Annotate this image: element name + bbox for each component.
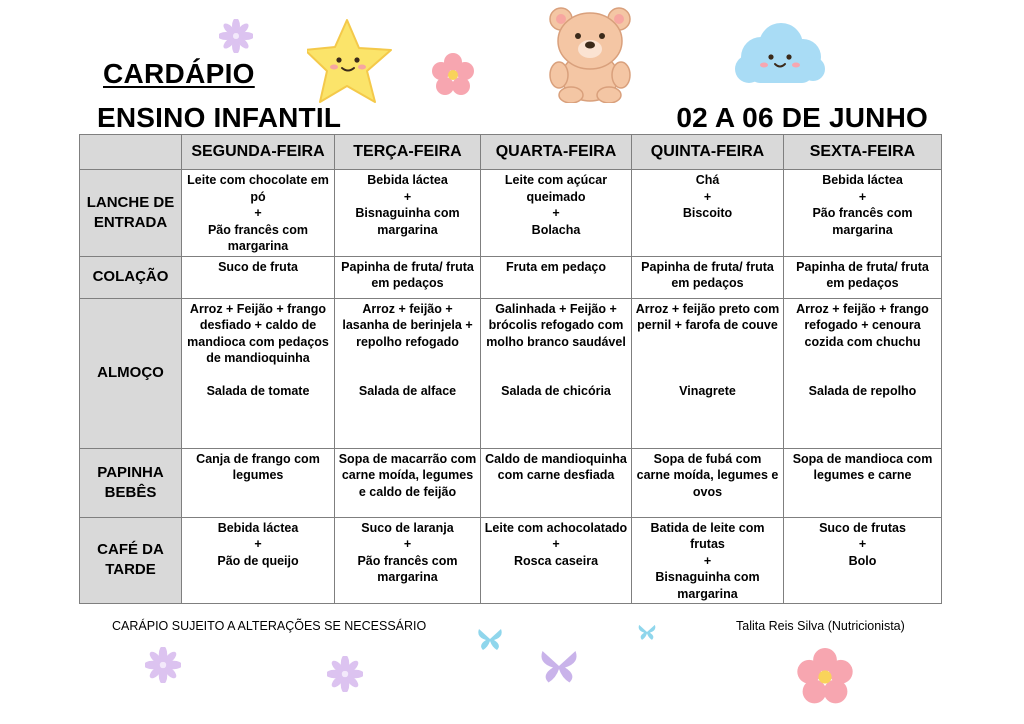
menu-cell [182, 170, 335, 257]
menu-item-line: carne moída, legumes e [636, 468, 779, 482]
menu-cell [182, 298, 335, 448]
day-header: SEXTA-FEIRA [784, 135, 942, 170]
menu-item-line: Sopa de macarrão com [338, 451, 477, 466]
menu-cell [784, 256, 942, 298]
menu-item-line: Bebida láctea [217, 520, 299, 535]
menu-item-line: Bebida láctea [367, 173, 448, 187]
header-row [80, 135, 942, 170]
spacer [635, 334, 780, 351]
pink-flower-icon [431, 53, 475, 97]
menu-cell [784, 448, 942, 517]
spacer [185, 367, 331, 384]
menu-item-line: Biscoito [682, 206, 733, 220]
meal-label-line: LANCHE DE [86, 193, 175, 211]
date-range: 02 A 06 DE JUNHO [676, 102, 928, 133]
meal-row [80, 170, 942, 257]
menu-cell [481, 256, 632, 298]
menu-item-line: margarina [377, 222, 438, 237]
menu-cell [632, 517, 784, 604]
menu-item-line: margarina [677, 586, 738, 601]
teddy-bear-icon [545, 5, 635, 103]
menu-item-line: repolho refogado [356, 334, 459, 349]
menu-item-line: refogado + cenoura [804, 318, 921, 332]
spacer [338, 367, 477, 384]
meal-label-line: TARDE [105, 561, 156, 579]
menu-item-line: pó [250, 189, 266, 204]
menu-item-line: ovos [692, 484, 723, 499]
menu-item-line: Rosca caseira [513, 553, 599, 568]
menu-cell [632, 298, 784, 448]
butterfly-icon [476, 625, 504, 653]
spacer [787, 350, 938, 367]
menu-item-line: Salada de alface [358, 384, 457, 398]
day-header: QUARTA-FEIRA [481, 135, 632, 170]
meal-label [80, 256, 182, 298]
menu-item-line: em pedaços [671, 276, 744, 290]
menu-cell [784, 298, 942, 448]
menu-item-line: Leite com achocolatado [484, 520, 628, 535]
spacer [635, 350, 780, 367]
menu-cell [481, 298, 632, 448]
menu-item-line: + [858, 537, 867, 551]
menu-item-line: queimado [526, 189, 586, 204]
footer-note: CARÁPIO SUJEITO A ALTERAÇÕES SE NECESSÁRIO [112, 619, 427, 633]
meal-row [80, 448, 942, 517]
menu-item-line: Caldo de mandioquinha [485, 451, 627, 466]
menu-item-line: Galinhada + Feijão + [495, 301, 617, 316]
meal-label-line: PAPINHA [97, 463, 164, 481]
meal-row [80, 298, 942, 448]
menu-table [79, 134, 942, 604]
menu-item-line: margarina [227, 239, 289, 253]
page-subtitle: ENSINO INFANTIL [97, 102, 342, 133]
meal-label-line: COLAÇÃO [92, 268, 169, 285]
meal-label-line: ALMOÇO [97, 364, 164, 381]
menu-item-line: Salada de repolho [808, 384, 917, 398]
cloud-icon [731, 17, 827, 89]
menu-item-line: + [403, 189, 412, 204]
menu-item-line: Suco de fruta [218, 259, 298, 274]
menu-cell [784, 170, 942, 257]
lilac-flower-icon [145, 647, 181, 683]
menu-item-line: Vinagrete [679, 384, 736, 398]
menu-item-line: Bolacha [531, 222, 581, 237]
menu-cell [632, 448, 784, 517]
menu-cell [632, 256, 784, 298]
meal-label [80, 517, 182, 604]
menu-item-line: Pão francês com [357, 553, 458, 568]
lilac-flower-icon [219, 19, 253, 53]
menu-item-line: margarina [377, 570, 438, 584]
menu-item-line: Canja de frango com [196, 451, 320, 466]
menu-item-line: + [403, 537, 412, 551]
spacer [484, 367, 628, 384]
menu-item-line: + [254, 537, 262, 551]
menu-item-line: e caldo de feijão [358, 484, 457, 499]
menu-item-line: + [703, 189, 712, 204]
menu-item-line: Sopa de mandioca com [792, 451, 933, 466]
pink-flower-icon [796, 648, 854, 706]
menu-item-line: carne moída, legumes [341, 468, 474, 482]
menu-item-line: Sopa de fubá com [653, 451, 762, 466]
meal-label [80, 298, 182, 448]
menu-item-line: Bolo [848, 553, 877, 568]
butterfly-icon [636, 622, 658, 642]
menu-item-line: + [552, 537, 560, 551]
menu-item-line: Papinha de fruta/ fruta [341, 259, 474, 274]
spacer [787, 367, 938, 384]
menu-item-line: Salada de tomate [206, 384, 310, 398]
menu-item-line: desfiado + caldo de [199, 318, 317, 332]
menu-cell [182, 448, 335, 517]
menu-item-line: Pão francês com [812, 206, 913, 220]
menu-cell [632, 170, 784, 257]
menu-cell [481, 517, 632, 604]
menu-item-line: Salada de chicória [501, 384, 611, 398]
menu-item-line: Arroz + feijão preto com [635, 301, 780, 316]
menu-cell [784, 517, 942, 604]
menu-item-line: Arroz + Feijão + frango [189, 301, 327, 316]
menu-item-line: em pedaços [826, 276, 899, 290]
spacer [484, 350, 628, 367]
day-header: TERÇA-FEIRA [335, 135, 481, 170]
meal-row [80, 256, 942, 298]
day-header: QUINTA-FEIRA [632, 135, 784, 170]
menu-item-line: lasanha de berinjela + [342, 318, 473, 332]
menu-item-line: legumes [232, 468, 284, 482]
spacer [338, 350, 477, 367]
menu-cell [335, 298, 481, 448]
butterfly-icon [536, 645, 582, 687]
menu-item-line: Pão de queijo [217, 553, 299, 568]
nutritionist-signature: Talita Reis Silva (Nutricionista) [736, 619, 905, 633]
menu-item-line: mandioca com pedaços [187, 334, 329, 349]
menu-item-line: de mandioquinha [206, 351, 310, 365]
menu-item-line: pernil + farofa de couve [637, 318, 778, 332]
menu-cell [481, 170, 632, 257]
menu-item-line: Arroz + feijão + [362, 301, 453, 316]
menu-item-line: Suco de laranja [361, 520, 454, 535]
lilac-flower-icon [327, 656, 363, 692]
menu-cell [335, 517, 481, 604]
menu-item-line: Leite com açúcar [504, 173, 608, 187]
menu-item-line: cozida com chuchu [804, 334, 921, 349]
menu-item-line: + [703, 553, 712, 568]
menu-item-line: Pão francês com [207, 222, 309, 237]
menu-item-line: molho branco saudável [486, 334, 626, 349]
meal-label [80, 448, 182, 517]
meal-label [80, 170, 182, 257]
menu-item-line: Bisnaguinha com [655, 570, 760, 584]
menu-item-line: Fruta em pedaço [505, 259, 607, 274]
day-header: SEGUNDA-FEIRA [182, 135, 335, 170]
menu-item-line: Batida de leite com [650, 520, 765, 535]
spacer [635, 367, 780, 384]
menu-item-line: Bebida láctea [822, 173, 903, 187]
menu-item-line: Suco de frutas [819, 520, 906, 535]
menu-item-line: + [552, 206, 560, 220]
menu-item-line: Leite com chocolate em [187, 173, 329, 187]
menu-item-line: com carne desfiada [497, 468, 615, 482]
meal-row [80, 517, 942, 604]
meal-label-line: CAFÉ DA [97, 541, 164, 559]
menu-item-line: Papinha de fruta/ fruta [641, 259, 774, 274]
menu-item-line: Chá [695, 173, 720, 187]
meal-label-line: ENTRADA [93, 213, 168, 231]
menu-item-line: legumes e carne [813, 468, 912, 482]
menu-item-line: em pedaços [371, 276, 444, 290]
menu-item-line: + [858, 189, 867, 204]
menu-item-line: Bisnaguinha com [355, 206, 460, 220]
menu-cell [335, 170, 481, 257]
menu-cell [481, 448, 632, 517]
menu-item-line: Papinha de fruta/ fruta [796, 259, 929, 274]
meal-label-line: BEBÊS [104, 483, 157, 501]
menu-item-line: margarina [832, 222, 893, 237]
menu-cell [335, 448, 481, 517]
star-icon [307, 16, 395, 106]
menu-cell [182, 256, 335, 298]
menu-cell [182, 517, 335, 604]
page-title: CARDÁPIO [103, 58, 255, 89]
menu-item-line: brócolis refogado com [488, 318, 624, 332]
menu-item-line: frutas [690, 537, 725, 551]
menu-item-line: + [254, 206, 262, 220]
menu-cell [335, 256, 481, 298]
corner-cell [80, 135, 182, 170]
menu-item-line: Arroz + feijão + frango [796, 301, 929, 316]
